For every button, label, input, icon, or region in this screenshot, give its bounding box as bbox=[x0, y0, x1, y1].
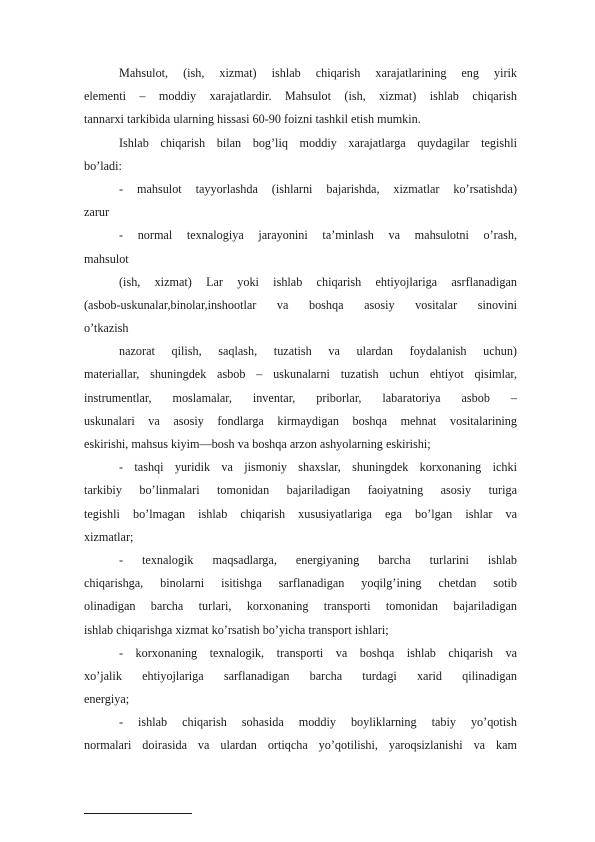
paragraph-line: tannarxi tarkibida ularning hissasi 60-90 foizni tashkil etish mumkin. bbox=[84, 112, 421, 127]
paragraph-line: nazorat qilish, saqlash, tuzatish va ulardan foydalanish uchun) bbox=[119, 344, 517, 359]
paragraph-line: bo’ladi: bbox=[84, 158, 122, 173]
list-item-line: mahsulot bbox=[84, 251, 129, 266]
list-item-line: - normal texnalogiya jarayonini ta’minlash va mahsulotni o’rash, bbox=[119, 228, 517, 243]
paragraph-line: (asbob-uskunalar,binolar,inshootlar va boshqa asosiy vositalar sinovini bbox=[84, 297, 517, 312]
paragraph-line: eskirishi, mahsus kiyim—bosh va boshqa arzon ashyolarning eskirishi; bbox=[84, 437, 431, 451]
list-item-line: - ishlab chiqarish sohasida moddiy boyliklarning tabiy yo’qotish bbox=[119, 715, 517, 730]
list-item-line: olinadigan barcha turlari, korxonaning transporti tomonidan bajariladigan bbox=[84, 599, 517, 614]
paragraph-line: materiallar, shuningdek asbob – uskunalarni tuzatish uchun ehtiyot qisimlar, bbox=[84, 367, 517, 382]
list-item-line: xo’jalik ehtiyojlariga sarflanadigan barcha turdagi xarid qilinadigan bbox=[84, 668, 517, 683]
paragraph-line: Mahsulot, (ish, xizmat) ishlab chiqarish xarajatlarining eng yirik bbox=[119, 66, 517, 80]
paragraph-line: uskunalari va asosiy fondlarga kirmaydigan boshqa mehnat vositalarining bbox=[84, 413, 517, 428]
paragraph-line: elementi – moddiy xarajatlardir. Mahsulot (ish, xizmat) ishlab chiqarish bbox=[84, 89, 517, 104]
paragraph-line: Ishlab chiqarish bilan bog’liq moddiy xarajatlarga quydagilar tegishli bbox=[119, 135, 517, 150]
document-body bbox=[84, 62, 517, 758]
list-item-line: - mahsulot tayyorlashda (ishlarni bajarishda, xizmatlar ko’rsatishda) bbox=[119, 181, 517, 196]
list-item-line: - texnalogik maqsadlarga, energiyaning barcha turlarini ishlab bbox=[119, 552, 517, 567]
list-item-line: normalari doirasida va ulardan ortiqcha yo’qotilishi, yaroqsizlanishi va kam bbox=[84, 738, 517, 753]
list-item-line: tegishli bo’lmagan ishlab chiqarish xususiyatlariga ega bo’lgan ishlar va bbox=[84, 506, 517, 521]
list-item-line: - korxonaning texnalogik, transporti va boshqa ishlab chiqarish va bbox=[119, 645, 517, 660]
list-item-line: - tashqi yuridik va jismoniy shaxslar, shuningdek korxonaning ichki bbox=[119, 460, 517, 475]
list-item-line: energiya; bbox=[84, 692, 130, 707]
paragraph-line: (ish, xizmat) Lar yoki ishlab chiqarish ehtiyojlariga asrflanadigan bbox=[119, 274, 517, 289]
footnote-separator bbox=[84, 813, 192, 814]
list-item-line: zarur bbox=[84, 205, 110, 220]
paragraph-line: o’tkazish bbox=[84, 321, 129, 336]
list-item-line: chiqarishga, binolarni isitishga sarflanadigan yoqilg’ining chetdan sotib bbox=[84, 576, 517, 591]
list-item-line: xizmatlar; bbox=[84, 529, 134, 544]
paragraph-line: instrumentlar, moslamalar, inventar, priborlar, labaratoriya asbob – bbox=[84, 390, 517, 405]
list-item-line: ishlab chiqarishga xizmat ko’rsatish bo’yicha transport ishlari; bbox=[84, 622, 389, 637]
list-item-line: tarkibiy bo’linmalari tomonidan bajariladigan faoiyatning asosiy turiga bbox=[84, 483, 517, 498]
